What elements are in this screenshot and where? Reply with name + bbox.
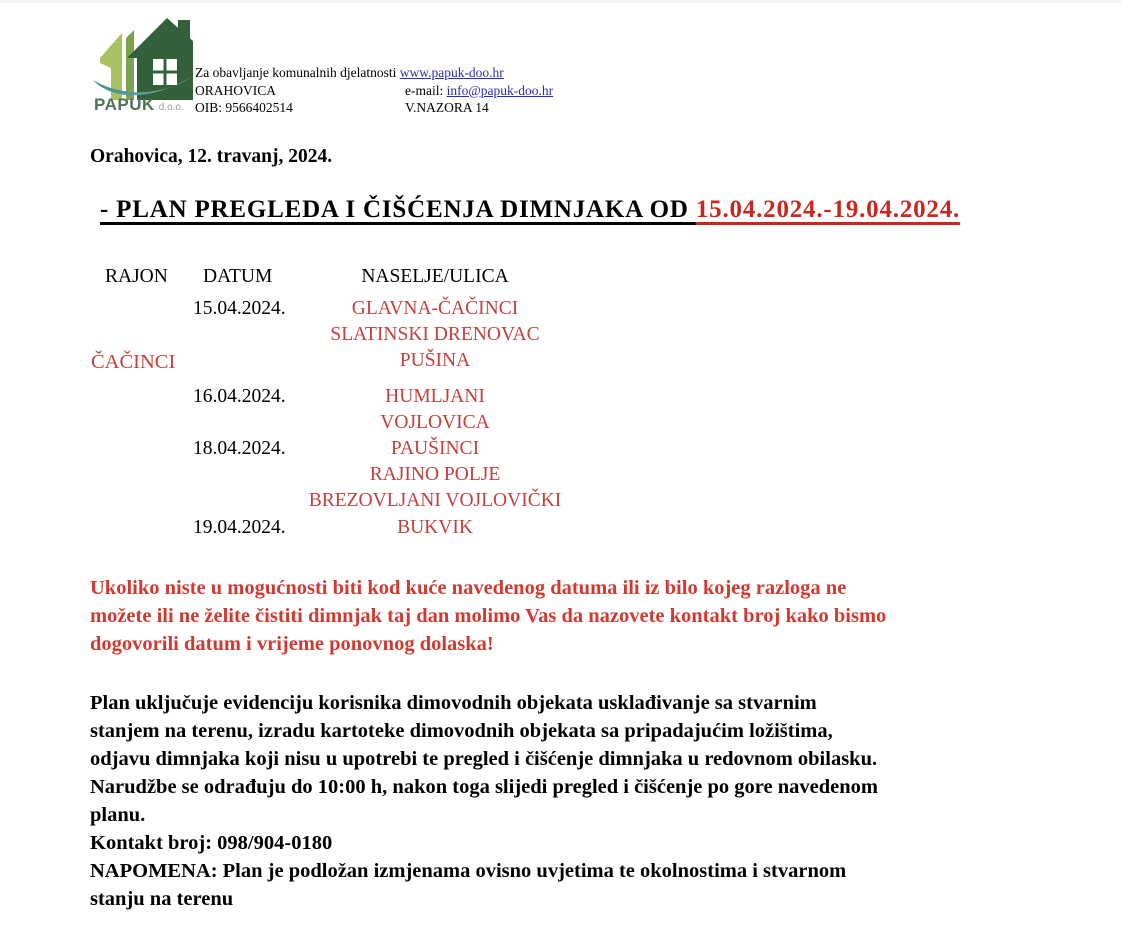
places-cell (295, 515, 575, 541)
logo-brand-text: PAPUK (94, 95, 155, 114)
places-cell (295, 296, 575, 374)
body-line: Narudžbe se odrađuju do 10:00 h, nakon toga slijedi pregled i čišćenje po gore navedenom (90, 776, 878, 798)
company-oib: OIB: 9566402514 (195, 100, 293, 115)
warning-line: možete ili ne želite čistiti dimnjak taj dan molimo Vas da nazovete kontakt broj kako bismo (90, 605, 887, 627)
column-header-naselje: NASELJE/ULICA (361, 266, 509, 287)
warning-line: Ukoliko niste u mogućnosti biti kod kuće navedenog datuma ili iz bilo kojeg razloga ne (90, 577, 847, 599)
logo-brand-suffix: d.o.o. (158, 102, 184, 113)
papuk-house-logo-icon (93, 12, 193, 104)
column-header-rajon: RAJON (105, 266, 168, 287)
title-text: - PLAN PREGLEDA I ČIŠĆENJA DIMNJAKA OD (100, 196, 696, 223)
schedule-table (90, 266, 610, 541)
company-logo (93, 12, 193, 114)
table-row (90, 515, 610, 541)
place-item: RAJINO POLJE (369, 464, 501, 485)
place-item: VOJLOVICA (380, 412, 490, 433)
body-paragraph (90, 689, 878, 913)
body-line: Plan uključuje evidenciju korisnika dimovodnih objekata usklađivanje sa stvarnim (90, 692, 817, 714)
date-cell: 15.04.2024. (193, 298, 286, 319)
page-top-edge (0, 0, 1121, 3)
place-item: HUMLJANI (385, 386, 485, 407)
note-line: stanju na terenu (90, 888, 234, 910)
table-header-row (90, 266, 610, 296)
place-item: PAUŠINCI (390, 438, 480, 459)
table-row (90, 384, 610, 436)
places-cell (295, 436, 575, 514)
warning-line: dogovorili datum i vrijeme ponovnog dolaska! (90, 633, 494, 655)
logo-stripe-shape (126, 30, 134, 100)
note-line: NAPOMENA: Plan je podložan izmjenama ovisno uvjetima te okolnostima i stvarnom (90, 860, 847, 882)
place-item: BUKVIK (397, 517, 473, 538)
place-item: PUŠINA (399, 350, 471, 371)
document-date-line: Orahovica, 12. travanj, 2024. (90, 146, 333, 167)
table-row (90, 436, 610, 514)
date-cell: 19.04.2024. (193, 517, 286, 538)
email-link[interactable]: info@papuk-doo.hr (446, 82, 554, 98)
logo-brand-line (94, 95, 184, 115)
website-link[interactable]: www.papuk-doo.hr (399, 65, 504, 80)
company-address: V.NAZORA 14 (405, 100, 489, 115)
body-line: stanjem na terenu, izradu kartoteke dimovodnih objekata sa pripadajućim ložištima, (90, 720, 833, 742)
tagline-text: Za obavljanje komunalnih djelatnosti (195, 65, 397, 80)
body-line: planu. (90, 804, 146, 826)
place-item: GLAVNA-ČAČINCI (351, 298, 519, 319)
place-item: SLATINSKI DRENOVAC (330, 324, 540, 345)
column-header-datum: DATUM (203, 266, 273, 287)
company-city: ORAHOVICA (195, 82, 276, 98)
letterhead-text (195, 64, 553, 117)
warning-paragraph (90, 574, 886, 658)
letterhead-tagline-line (195, 64, 553, 82)
date-cell: 18.04.2024. (193, 438, 286, 459)
place-item: BREZOVLJANI VOJLOVIČKI (308, 490, 562, 511)
places-cell (295, 384, 575, 436)
body-line: odjavu dimnjaka koji nisu u upotrebi te pregled i čišćenje dimnjaka u redovnom obilasku. (90, 748, 878, 770)
title-date-range: 15.04.2024.-19.04.2024. (695, 196, 961, 223)
contact-line: Kontakt broj: 098/904-0180 (90, 832, 333, 854)
email-label: e-mail: (405, 82, 444, 98)
page-title (100, 196, 960, 224)
rajon-value-label: ČAČINCI (91, 351, 176, 373)
email-line (405, 82, 553, 100)
date-cell: 16.04.2024. (193, 386, 286, 407)
